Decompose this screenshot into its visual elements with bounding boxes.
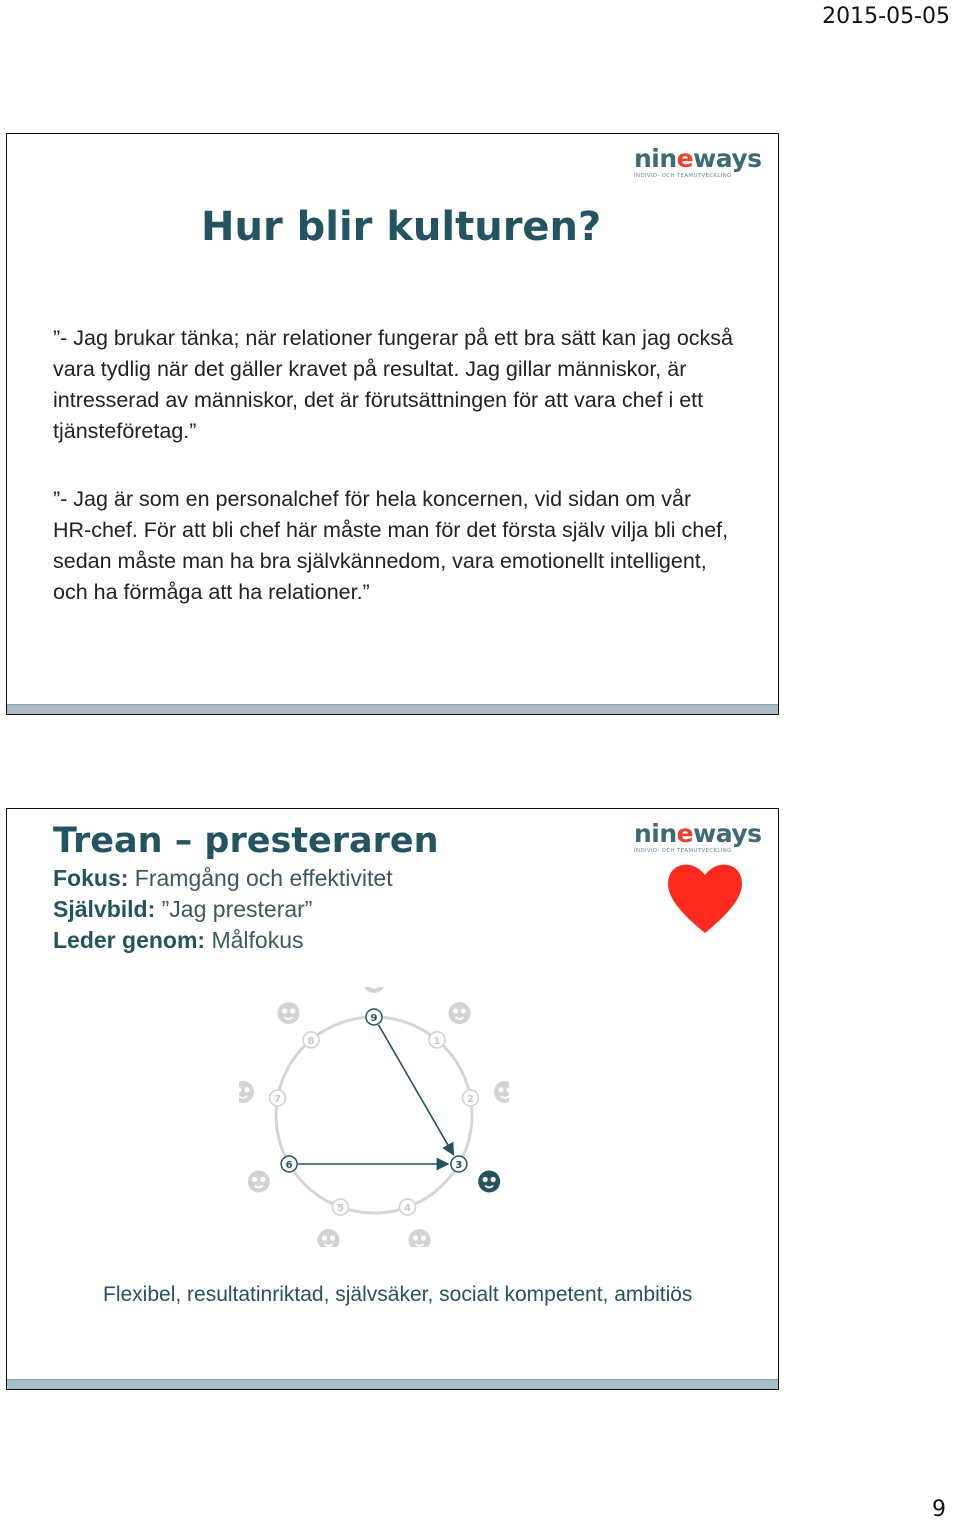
quote-paragraph-2: ”- Jag är som en personalchef för hela koncernen, vid sidan om vår HR-chef. För att bli chef här måste man för det första själv vilja bli chef, sedan måste man ha bra självkännedom, vara emotionellt intelligent, och ha förmåga att ha relationer.”: [53, 487, 729, 604]
slide-title: Trean – presteraren: [53, 821, 439, 861]
fokus-line: Fokus: Framgång och effektivitet: [53, 865, 393, 891]
point-label-5: 5: [336, 1203, 344, 1215]
sjalvbild-line: Självbild: ”Jag presterar”: [53, 896, 313, 922]
face-icon-7: [239, 1081, 254, 1103]
slide-title: Hur blir kulturen?: [201, 204, 602, 250]
face-icon-8: [278, 1002, 300, 1024]
leder-genom-line: Leder genom: Målfokus: [53, 927, 304, 953]
nineways-logo: nineways INDIVID- OCH TEAMUTVECKLING: [634, 144, 762, 179]
face-icon-6: [248, 1171, 270, 1193]
point-label-3: 3: [455, 1160, 463, 1171]
traits-footer: Flexibel, resultatinriktad, självsäker, socialt kompetent, ambitiös: [103, 1283, 693, 1306]
point-label-6: 6: [285, 1160, 293, 1171]
slide-type-three: [6, 808, 779, 1390]
point-label-8: 8: [307, 1035, 315, 1047]
quote-paragraph-1: ”- Jag brukar tänka; när relationer fungerar på ett bra sätt kan jag också vara tydlig när det gäller kravet på resultat. Jag gillar människor, är intresserad av människor, det är förutsättningen för att vara chef i ett tjänsteföretag.”: [53, 326, 734, 443]
face-icon-5: [318, 1229, 340, 1247]
page-number: 9: [932, 1497, 946, 1522]
face-icon-2: [494, 1081, 509, 1103]
face-icon-4: [408, 1229, 430, 1247]
slide-culture: [6, 133, 779, 715]
face-icon-1: [448, 1002, 470, 1024]
point-label-9: 9: [370, 1013, 378, 1024]
point-label-1: 1: [433, 1035, 441, 1047]
point-label-4: 4: [404, 1203, 412, 1215]
point-label-7: 7: [274, 1093, 281, 1105]
slide-bottom-bar: [7, 704, 778, 714]
nineways-logo: nineways INDIVID- OCH TEAMUTVECKLING: [634, 819, 762, 854]
face-icon-3: [478, 1171, 500, 1193]
header-date: 2015-05-05: [822, 4, 950, 29]
enneagram-diagram: [239, 987, 509, 1247]
point-label-2: 2: [467, 1093, 474, 1105]
slide-bottom-bar: [7, 1379, 778, 1389]
face-icon-9: [363, 987, 385, 993]
heart-icon: [665, 861, 745, 935]
